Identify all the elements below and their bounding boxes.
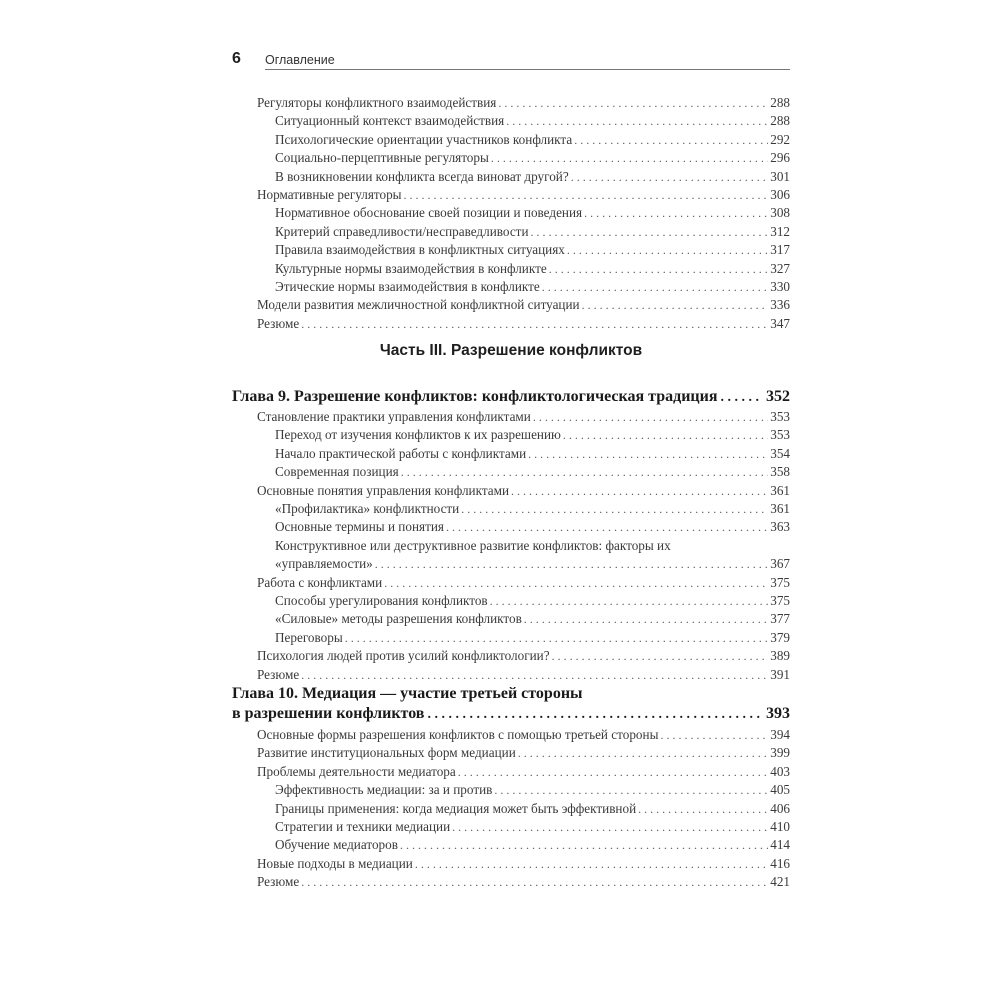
toc-entry[interactable] <box>232 574 790 592</box>
leader-dots <box>490 592 769 610</box>
toc-entry[interactable] <box>232 241 790 259</box>
toc-entry-page: 288 <box>768 112 790 130</box>
toc-entry[interactable] <box>232 836 790 854</box>
chapter-page: 352 <box>766 388 790 406</box>
leader-dots <box>660 726 768 744</box>
toc-entry-page: 403 <box>768 763 790 781</box>
page-number: 6 <box>232 50 241 67</box>
toc-entry[interactable] <box>232 112 790 130</box>
toc-entry[interactable] <box>232 186 790 204</box>
toc-entry-page: 375 <box>768 574 790 592</box>
chapter-entries <box>232 726 790 892</box>
leader-dots <box>301 873 768 891</box>
toc-entry-page: 363 <box>768 518 790 536</box>
toc-entry[interactable] <box>232 445 790 463</box>
table-of-contents <box>232 94 790 891</box>
leader-dots <box>427 705 763 725</box>
toc-entry-page: 327 <box>768 260 790 278</box>
toc-entry-title: Переговоры <box>275 629 345 647</box>
toc-entry-page: 296 <box>768 149 790 167</box>
toc-entry-page: 379 <box>768 629 790 647</box>
toc-entry-page: 361 <box>768 500 790 518</box>
leader-dots <box>384 574 768 592</box>
toc-entry-title: Основные формы разрешения конфликтов с помощью третьей стороны <box>257 726 660 744</box>
toc-entry-title: Эффективность медиации: за и против <box>275 781 494 799</box>
toc-entry-title: Развитие институциональных форм медиации <box>257 744 518 762</box>
toc-entry-page: 308 <box>768 204 790 222</box>
toc-entry-page: 353 <box>768 408 790 426</box>
leader-dots <box>574 131 768 149</box>
header-rule <box>265 69 790 70</box>
leader-dots <box>542 278 768 296</box>
toc-entry-page: 375 <box>768 592 790 610</box>
leader-dots <box>518 744 768 762</box>
toc-entry-page: 389 <box>768 647 790 665</box>
toc-entry[interactable] <box>232 629 790 647</box>
toc-entry[interactable] <box>232 482 790 500</box>
toc-entry[interactable] <box>232 296 790 314</box>
chapter-heading[interactable] <box>232 684 790 725</box>
toc-entry-page: 361 <box>768 482 790 500</box>
toc-entry-title: «Силовые» методы разрешения конфликтов <box>275 610 524 628</box>
toc-entry-title: Психологические ориентации участников конфликта <box>275 131 574 149</box>
toc-entry[interactable] <box>232 500 790 518</box>
toc-entry[interactable] <box>232 781 790 799</box>
toc-entry-title: Психология людей против усилий конфликтологии? <box>257 647 552 665</box>
toc-entry-title: Модели развития межличностной конфликтной ситуации <box>257 296 582 314</box>
leader-dots <box>452 818 768 836</box>
toc-entry-title: Работа с конфликтами <box>257 574 384 592</box>
toc-entry-title: Проблемы деятельности медиатора <box>257 763 458 781</box>
leader-dots <box>549 260 769 278</box>
toc-entry-page: 399 <box>768 744 790 762</box>
toc-entry-title: Резюме <box>257 666 301 684</box>
leader-dots <box>552 647 769 665</box>
toc-entry[interactable] <box>232 666 790 684</box>
toc-entry-title: Становление практики управления конфликтами <box>257 408 533 426</box>
toc-entry-page: 406 <box>768 800 790 818</box>
toc-entry-title: Правила взаимодействия в конфликтных ситуациях <box>275 241 567 259</box>
leader-dots <box>461 500 768 518</box>
leader-dots <box>524 610 768 628</box>
toc-entry-page: 312 <box>768 223 790 241</box>
toc-section-continued <box>232 94 790 333</box>
toc-entry-title: Конструктивное или деструктивное развитие конфликтов: факторы их <box>275 537 671 553</box>
toc-entry-page: 394 <box>768 726 790 744</box>
toc-entry-page: 391 <box>768 666 790 684</box>
leader-dots <box>345 629 769 647</box>
leader-dots <box>404 186 769 204</box>
toc-entry-title: Стратегии и техники медиации <box>275 818 452 836</box>
toc-entry[interactable] <box>232 592 790 610</box>
toc-entry-title: Резюме <box>257 873 301 891</box>
chapter-heading[interactable] <box>232 387 790 408</box>
toc-entry-page: 301 <box>768 168 790 186</box>
toc-entry-title: Нормативное обоснование своей позиции и поведения <box>275 204 584 222</box>
toc-entry-title: Обучение медиаторов <box>275 836 400 854</box>
chapter-title: Глава 10. Медиация — участие третьей стороны <box>232 684 583 702</box>
toc-entry-title: Начало практической работы с конфликтами <box>275 445 528 463</box>
toc-entry-title: Резюме <box>257 315 301 333</box>
toc-entry[interactable] <box>232 763 790 781</box>
leader-dots <box>301 666 768 684</box>
toc-entry[interactable] <box>232 873 790 891</box>
toc-entry-title: Основные термины и понятия <box>275 518 446 536</box>
toc-entry[interactable] <box>232 800 790 818</box>
toc-entry[interactable] <box>232 223 790 241</box>
toc-entry-page: 353 <box>768 426 790 444</box>
toc-entry-page: 317 <box>768 241 790 259</box>
toc-entry-page: 414 <box>768 836 790 854</box>
leader-dots <box>721 388 764 408</box>
chapter-title-cont: в разрешении конфликтов <box>232 704 427 724</box>
leader-dots <box>506 112 768 130</box>
toc-entry-page: 336 <box>768 296 790 314</box>
leader-dots <box>571 168 768 186</box>
toc-entry[interactable] <box>232 518 790 536</box>
toc-entry[interactable] <box>232 744 790 762</box>
leader-dots <box>458 763 768 781</box>
toc-entry-page: 410 <box>768 818 790 836</box>
toc-entry-title: Критерий справедливости/несправедливости <box>275 223 531 241</box>
toc-entry-title: Новые подходы в медиации <box>257 855 415 873</box>
leader-dots <box>567 241 768 259</box>
toc-entry[interactable] <box>232 855 790 873</box>
chapter-entries <box>232 574 790 684</box>
leader-dots <box>446 518 768 536</box>
leader-dots <box>533 408 768 426</box>
toc-entry-title-cont: «управляемости» <box>275 555 375 573</box>
toc-entry-page: 347 <box>768 315 790 333</box>
toc-entry-title: «Профилактика» конфликтности <box>275 500 461 518</box>
toc-entry[interactable] <box>232 149 790 167</box>
leader-dots <box>531 223 769 241</box>
toc-entry-title: Современная позиция <box>275 463 401 481</box>
toc-entry[interactable] <box>232 408 790 426</box>
running-title: Оглавление <box>265 53 335 67</box>
toc-entry-title: Способы урегулирования конфликтов <box>275 592 490 610</box>
toc-entry-page: 306 <box>768 186 790 204</box>
toc-entry[interactable] <box>232 647 790 665</box>
toc-entry-page: 292 <box>768 131 790 149</box>
leader-dots <box>528 445 768 463</box>
toc-entry-page: 421 <box>768 873 790 891</box>
toc-entry-title: Нормативные регуляторы <box>257 186 404 204</box>
leader-dots <box>582 296 769 314</box>
toc-entry[interactable] <box>232 463 790 481</box>
leader-dots <box>301 315 768 333</box>
toc-entry-title: Этические нормы взаимодействия в конфликте <box>275 278 542 296</box>
leader-dots <box>401 463 769 481</box>
toc-entry-title: В возникновении конфликта всегда виноват другой? <box>275 168 571 186</box>
leader-dots <box>498 94 768 112</box>
toc-entry-page: 358 <box>768 463 790 481</box>
leader-dots <box>415 855 768 873</box>
toc-entry-page: 354 <box>768 445 790 463</box>
leader-dots <box>563 426 768 444</box>
toc-entry-title: Социально-перцептивные регуляторы <box>275 149 491 167</box>
toc-entry-title: Культурные нормы взаимодействия в конфликте <box>275 260 549 278</box>
toc-entry-title: Ситуационный контекст взаимодействия <box>275 112 506 130</box>
toc-entry-page: 367 <box>768 555 790 573</box>
leader-dots <box>494 781 768 799</box>
toc-entry-title: Границы применения: когда медиация может быть эффективной <box>275 800 638 818</box>
chapter-entries <box>232 408 790 537</box>
page-header <box>232 50 790 72</box>
toc-entry-title: Переход от изучения конфликтов к их разрешению <box>275 426 563 444</box>
toc-entry-title: Основные понятия управления конфликтами <box>257 482 511 500</box>
toc-entry[interactable] <box>232 315 790 333</box>
toc-entry-page: 416 <box>768 855 790 873</box>
toc-entry[interactable] <box>232 131 790 149</box>
toc-entry[interactable] <box>232 260 790 278</box>
toc-entry-page: 288 <box>768 94 790 112</box>
toc-entry[interactable] <box>232 818 790 836</box>
leader-dots <box>584 204 768 222</box>
toc-entry-page: 330 <box>768 278 790 296</box>
leader-dots <box>400 836 768 854</box>
leader-dots <box>511 482 768 500</box>
toc-entry-page: 405 <box>768 781 790 799</box>
chapter-title: Глава 9. Разрешение конфликтов: конфликтологическая традиция <box>232 387 721 407</box>
toc-entry[interactable] <box>232 426 790 444</box>
toc-entry[interactable] <box>232 537 790 574</box>
part-title: Часть III. Разрешение конфликтов <box>379 342 643 360</box>
toc-entry[interactable] <box>232 610 790 628</box>
toc-entry[interactable] <box>232 94 790 112</box>
toc-entry[interactable] <box>232 726 790 744</box>
leader-dots <box>491 149 768 167</box>
toc-entry-title: Регуляторы конфликтного взаимодействия <box>257 94 498 112</box>
toc-entry[interactable] <box>232 204 790 222</box>
toc-entry[interactable] <box>232 278 790 296</box>
toc-entry[interactable] <box>232 168 790 186</box>
leader-dots <box>638 800 768 818</box>
leader-dots <box>375 555 768 573</box>
chapter-page: 393 <box>766 704 790 722</box>
toc-entry-page: 377 <box>768 610 790 628</box>
